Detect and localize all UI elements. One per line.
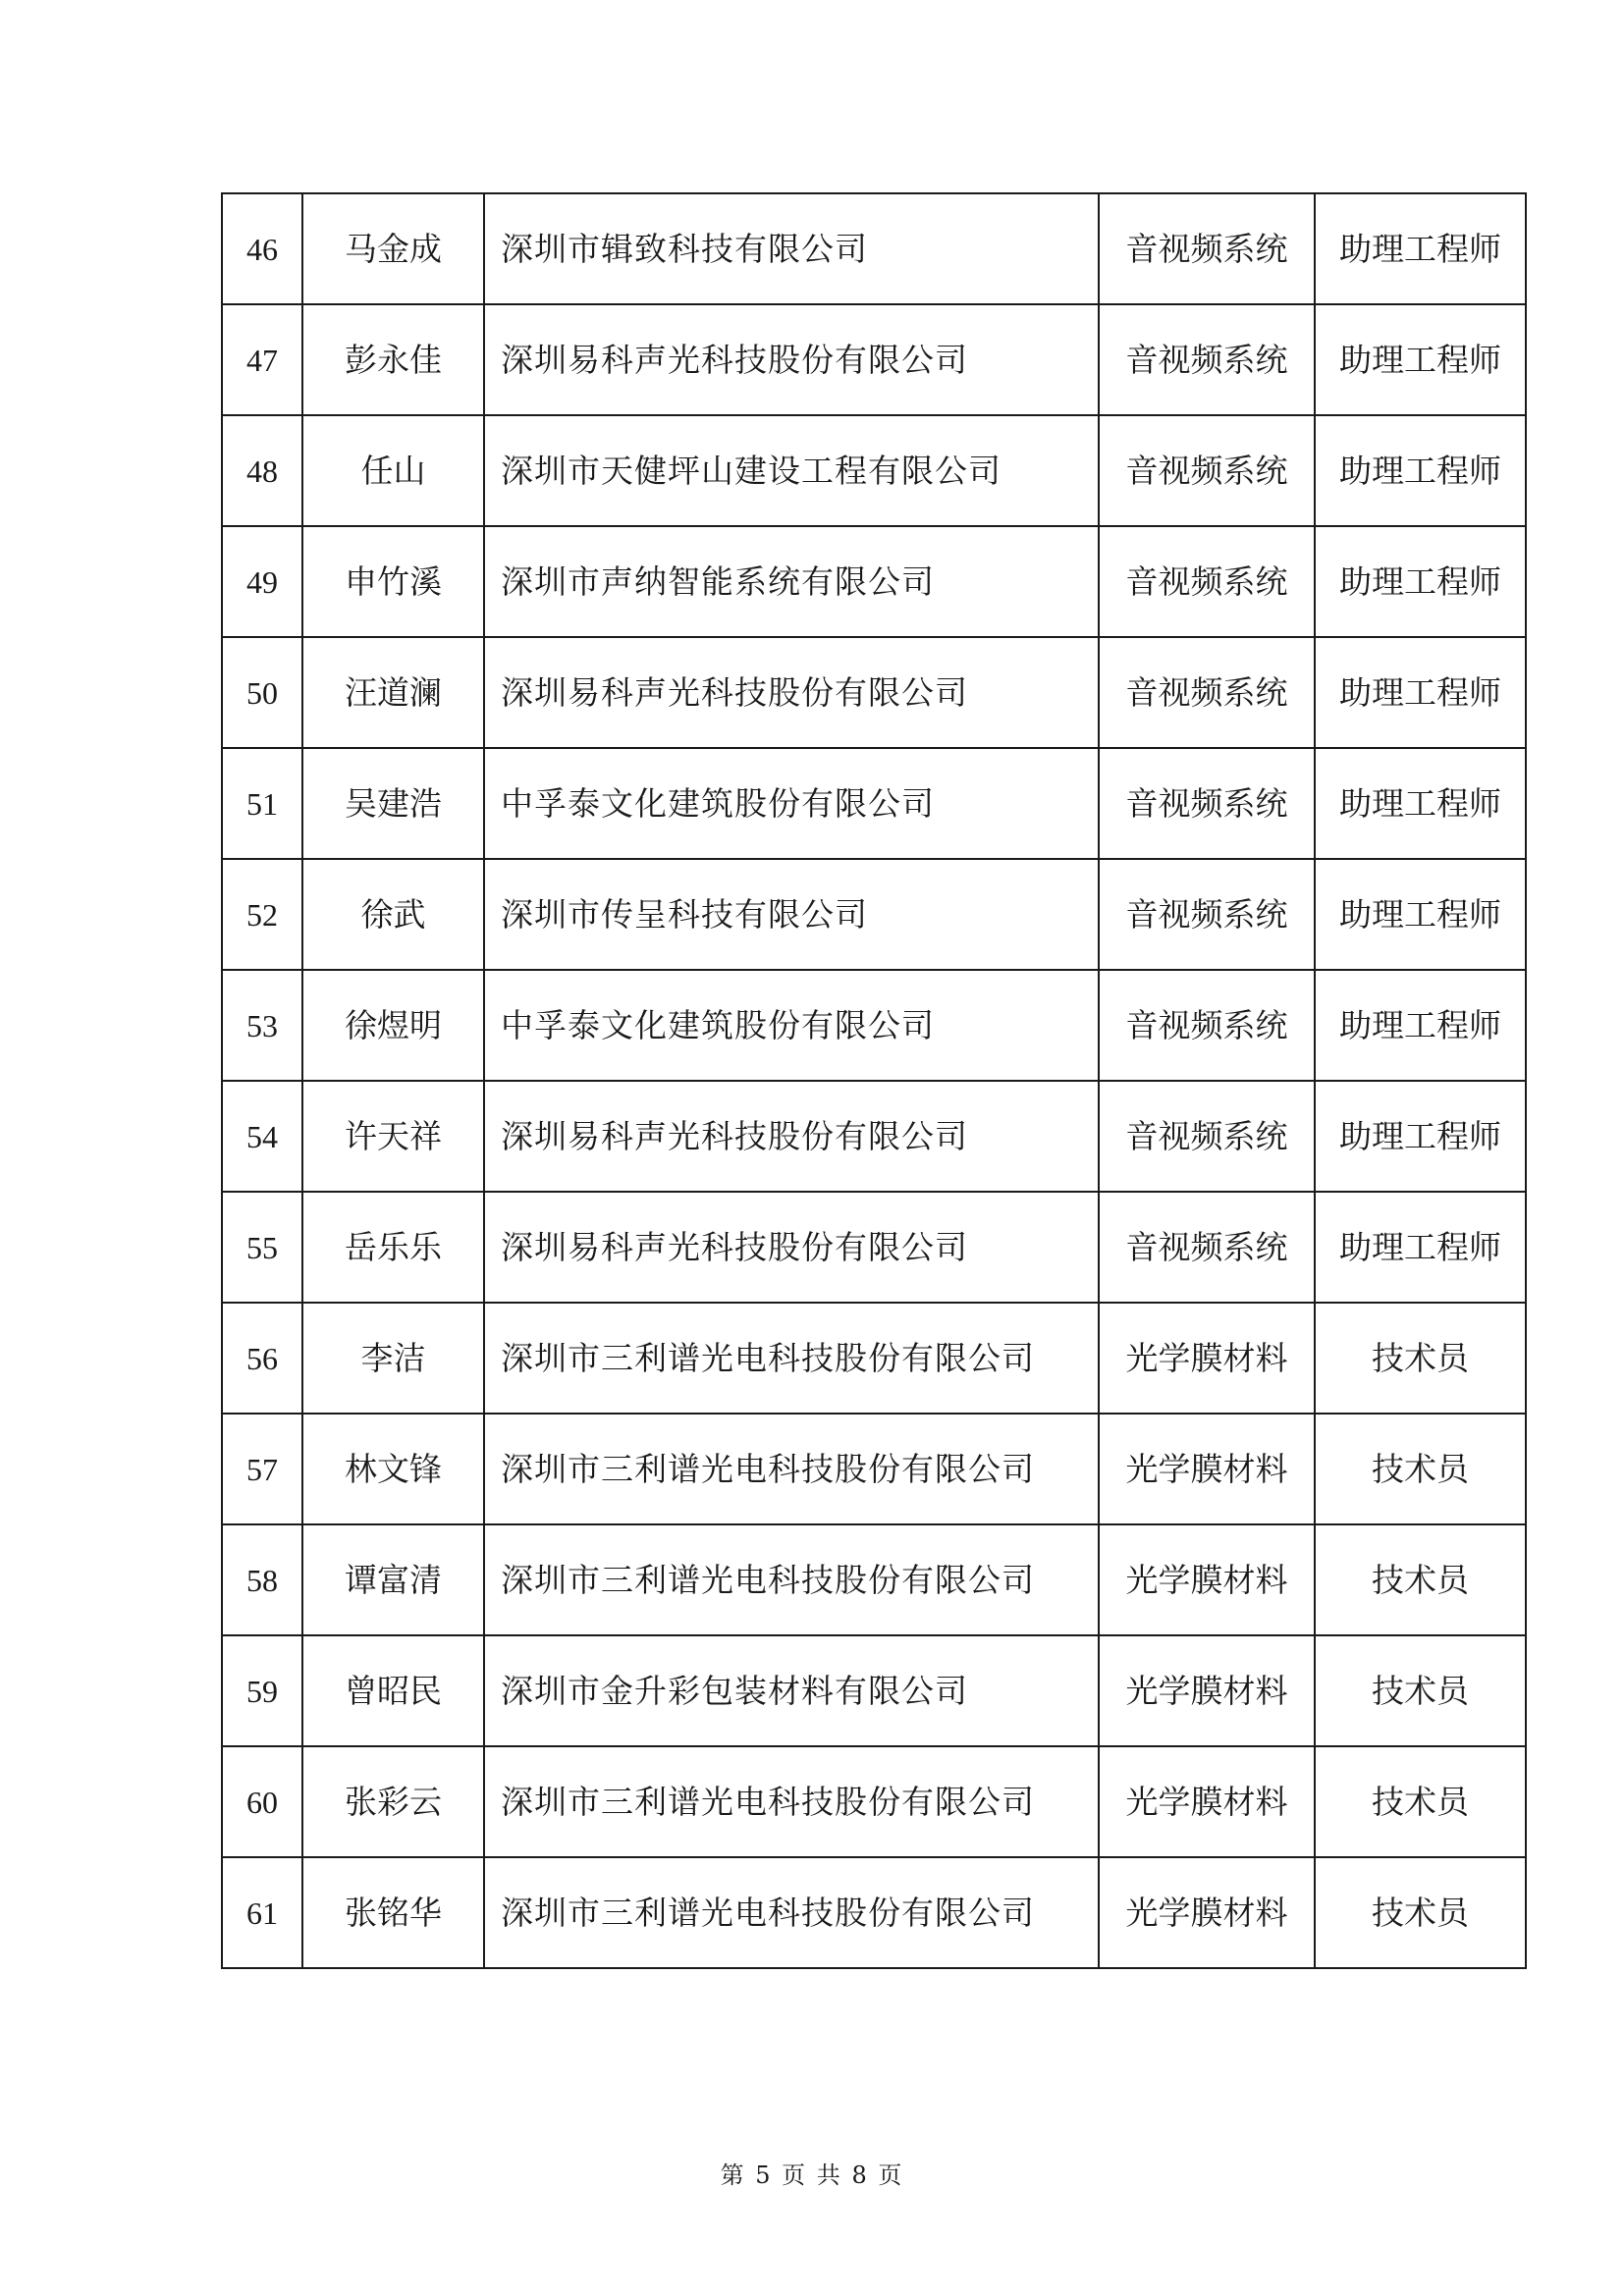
company-name-cell: 深圳市声纳智能系统有限公司	[484, 526, 1099, 637]
company-name-cell: 深圳市三利谱光电科技股份有限公司	[484, 1303, 1099, 1414]
qualification-title-cell: 助理工程师	[1315, 193, 1526, 304]
table-row	[222, 526, 1526, 637]
table-row	[222, 1414, 1526, 1524]
person-name-cell: 彭永佳	[302, 304, 484, 415]
row-number-cell: 53	[222, 970, 302, 1081]
person-name-cell: 马金成	[302, 193, 484, 304]
person-name-cell: 张彩云	[302, 1746, 484, 1857]
specialty-field-cell: 音视频系统	[1099, 1192, 1315, 1303]
person-name-cell: 徐煜明	[302, 970, 484, 1081]
company-name-cell: 深圳市传呈科技有限公司	[484, 859, 1099, 970]
specialty-field-cell: 音视频系统	[1099, 637, 1315, 748]
row-number-cell: 56	[222, 1303, 302, 1414]
company-name-cell: 深圳市三利谱光电科技股份有限公司	[484, 1857, 1099, 1968]
specialty-field-cell: 音视频系统	[1099, 415, 1315, 526]
company-name-cell: 深圳市三利谱光电科技股份有限公司	[484, 1414, 1099, 1524]
person-name-cell: 林文锋	[302, 1414, 484, 1524]
specialty-field-cell: 光学膜材料	[1099, 1746, 1315, 1857]
table-row	[222, 1192, 1526, 1303]
qualification-title-cell: 助理工程师	[1315, 970, 1526, 1081]
specialty-field-cell: 光学膜材料	[1099, 1414, 1315, 1524]
table-row	[222, 637, 1526, 748]
person-name-cell: 曾昭民	[302, 1635, 484, 1746]
table-row	[222, 1857, 1526, 1968]
company-name-cell: 深圳市辑致科技有限公司	[484, 193, 1099, 304]
company-name-cell: 中孚泰文化建筑股份有限公司	[484, 970, 1099, 1081]
person-name-cell: 吴建浩	[302, 748, 484, 859]
qualification-title-cell: 助理工程师	[1315, 1081, 1526, 1192]
company-name-cell: 深圳易科声光科技股份有限公司	[484, 1192, 1099, 1303]
table-row	[222, 193, 1526, 304]
page-footer: 第 5 页 共 8 页	[720, 2162, 904, 2189]
company-name-cell: 深圳易科声光科技股份有限公司	[484, 637, 1099, 748]
specialty-field-cell: 光学膜材料	[1099, 1303, 1315, 1414]
row-number-cell: 61	[222, 1857, 302, 1968]
person-name-cell: 谭富清	[302, 1524, 484, 1635]
company-name-cell: 深圳市三利谱光电科技股份有限公司	[484, 1746, 1099, 1857]
row-number-cell: 52	[222, 859, 302, 970]
row-number-cell: 47	[222, 304, 302, 415]
row-number-cell: 48	[222, 415, 302, 526]
qualification-title-cell: 助理工程师	[1315, 526, 1526, 637]
table-row	[222, 1303, 1526, 1414]
row-number-cell: 59	[222, 1635, 302, 1746]
specialty-field-cell: 光学膜材料	[1099, 1857, 1315, 1968]
person-name-cell: 任山	[302, 415, 484, 526]
specialty-field-cell: 音视频系统	[1099, 1081, 1315, 1192]
roster-table	[221, 192, 1527, 1969]
company-name-cell: 深圳易科声光科技股份有限公司	[484, 1081, 1099, 1192]
specialty-field-cell: 光学膜材料	[1099, 1524, 1315, 1635]
row-number-cell: 57	[222, 1414, 302, 1524]
qualification-title-cell: 技术员	[1315, 1524, 1526, 1635]
table-row	[222, 1635, 1526, 1746]
company-name-cell: 深圳市天健坪山建设工程有限公司	[484, 415, 1099, 526]
row-number-cell: 60	[222, 1746, 302, 1857]
qualification-title-cell: 助理工程师	[1315, 304, 1526, 415]
qualification-title-cell: 技术员	[1315, 1414, 1526, 1524]
person-name-cell: 张铭华	[302, 1857, 484, 1968]
table-row	[222, 859, 1526, 970]
table-row	[222, 1746, 1526, 1857]
table-row	[222, 415, 1526, 526]
person-name-cell: 汪道澜	[302, 637, 484, 748]
row-number-cell: 50	[222, 637, 302, 748]
company-name-cell: 深圳市三利谱光电科技股份有限公司	[484, 1524, 1099, 1635]
table-row	[222, 970, 1526, 1081]
table-row	[222, 1524, 1526, 1635]
row-number-cell: 51	[222, 748, 302, 859]
qualification-title-cell: 技术员	[1315, 1857, 1526, 1968]
qualification-title-cell: 技术员	[1315, 1635, 1526, 1746]
specialty-field-cell: 光学膜材料	[1099, 1635, 1315, 1746]
qualification-title-cell: 助理工程师	[1315, 415, 1526, 526]
row-number-cell: 55	[222, 1192, 302, 1303]
specialty-field-cell: 音视频系统	[1099, 193, 1315, 304]
table-row	[222, 304, 1526, 415]
person-name-cell: 岳乐乐	[302, 1192, 484, 1303]
qualification-title-cell: 助理工程师	[1315, 1192, 1526, 1303]
row-number-cell: 46	[222, 193, 302, 304]
company-name-cell: 深圳易科声光科技股份有限公司	[484, 304, 1099, 415]
specialty-field-cell: 音视频系统	[1099, 970, 1315, 1081]
person-name-cell: 李洁	[302, 1303, 484, 1414]
specialty-field-cell: 音视频系统	[1099, 748, 1315, 859]
row-number-cell: 58	[222, 1524, 302, 1635]
person-name-cell: 申竹溪	[302, 526, 484, 637]
row-number-cell: 54	[222, 1081, 302, 1192]
specialty-field-cell: 音视频系统	[1099, 526, 1315, 637]
table-row	[222, 1081, 1526, 1192]
qualification-title-cell: 助理工程师	[1315, 637, 1526, 748]
qualification-title-cell: 助理工程师	[1315, 859, 1526, 970]
qualification-title-cell: 助理工程师	[1315, 748, 1526, 859]
qualification-title-cell: 技术员	[1315, 1746, 1526, 1857]
company-name-cell: 中孚泰文化建筑股份有限公司	[484, 748, 1099, 859]
company-name-cell: 深圳市金升彩包装材料有限公司	[484, 1635, 1099, 1746]
person-name-cell: 徐武	[302, 859, 484, 970]
person-name-cell: 许天祥	[302, 1081, 484, 1192]
specialty-field-cell: 音视频系统	[1099, 304, 1315, 415]
specialty-field-cell: 音视频系统	[1099, 859, 1315, 970]
qualification-title-cell: 技术员	[1315, 1303, 1526, 1414]
row-number-cell: 49	[222, 526, 302, 637]
roster-table-body	[222, 193, 1526, 1968]
table-row	[222, 748, 1526, 859]
